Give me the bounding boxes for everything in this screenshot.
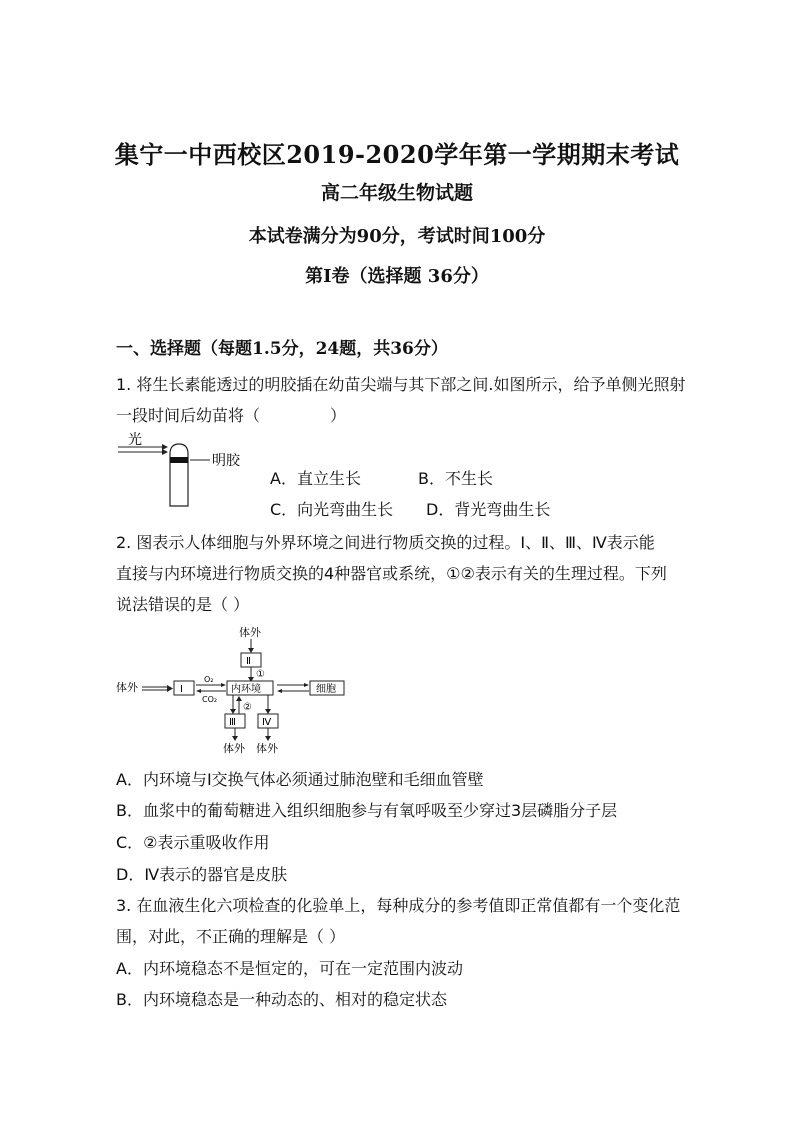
light-arrow-head-2 bbox=[162, 449, 168, 455]
q2-line2: 直接与内环境进行物质交换的4种器官或系统，①②表示有关的生理过程。下列 bbox=[116, 564, 667, 583]
arrow-head-i bbox=[167, 685, 173, 692]
organ-ii-box bbox=[241, 653, 261, 667]
q2-option-a: A．内环境与Ⅰ交换气体必须通过肺泡壁和毛细血管壁 bbox=[116, 770, 484, 789]
arrow-head-iii bbox=[230, 709, 236, 714]
process-2-label: ② bbox=[243, 702, 252, 713]
organ-ii-label: Ⅱ bbox=[246, 656, 251, 667]
arrow-head-cell bbox=[304, 683, 309, 687]
q2-line1: 2. 图表示人体细胞与外界环境之间进行物质交换的过程。Ⅰ、Ⅱ、Ⅲ、Ⅳ表示能 bbox=[116, 533, 655, 552]
q1-stem-close: ） bbox=[330, 406, 347, 425]
q1-option-b: B．不生长 bbox=[418, 469, 493, 488]
light-label: 光 bbox=[128, 432, 142, 448]
q2-option-d: D．Ⅳ表示的器官是皮肤 bbox=[116, 865, 288, 884]
arrow-head-outside-iv bbox=[265, 736, 271, 741]
arrow-head-iv bbox=[265, 709, 271, 714]
q1-line1: 1. 将生长素能透过的明胶插在幼苗尖端与其下部之间.如图所示，给予单侧光照射 bbox=[116, 375, 686, 394]
exam-subtitle: 高二年级生物试题 bbox=[320, 182, 473, 204]
outside-bottom-right-label: 体外 bbox=[256, 742, 278, 755]
q1-stem-text: 一段时间后幼苗将（ bbox=[116, 406, 261, 425]
arrow-head-reabsorb bbox=[236, 696, 242, 701]
gel-block bbox=[170, 457, 188, 463]
process-1-label: ① bbox=[256, 669, 265, 680]
cell-label: 细胞 bbox=[316, 684, 336, 695]
q1-line2 bbox=[116, 403, 346, 426]
exchange-diagram bbox=[112, 624, 362, 756]
section-title: 一、选择题（每题1.5分，24题，共36分） bbox=[116, 339, 448, 359]
part-heading: 第Ⅰ卷（选择题 36分） bbox=[305, 266, 489, 287]
organ-iii-label: Ⅲ bbox=[229, 717, 236, 728]
organ-iv-label: Ⅳ bbox=[262, 717, 272, 728]
o2-label: O₂ bbox=[204, 675, 214, 684]
seedling-figure bbox=[112, 430, 272, 510]
light-arrow-head-1 bbox=[162, 444, 168, 450]
q1-option-d: D．背光弯曲生长 bbox=[426, 500, 551, 519]
exam-title: 集宁一中西校区2019-2020学年第一学期期末考试 bbox=[114, 140, 680, 169]
outside-bottom-left-label: 体外 bbox=[223, 742, 245, 755]
internal-environment-label: 内环境 bbox=[231, 684, 261, 695]
q3-option-b: B．内环境稳态是一种动态的、相对的稳定状态 bbox=[116, 990, 447, 1009]
organ-i-label: Ⅰ bbox=[180, 684, 183, 695]
q3-option-a: A．内环境稳态不是恒定的，可在一定范围内波动 bbox=[116, 959, 463, 978]
q3-line1: 3. 在血液生化六项检查的化验单上，每种成分的参考值即正常值都有一个变化范 bbox=[116, 896, 681, 915]
exam-info: 本试卷满分为90分，考试时间100分 bbox=[248, 226, 546, 247]
gel-label: 明胶 bbox=[212, 453, 240, 469]
q1-option-a: A．直立生长 bbox=[270, 469, 361, 488]
arrow-head-outside-iii bbox=[232, 736, 238, 741]
q1-option-c: C．向光弯曲生长 bbox=[270, 500, 394, 519]
q2-option-c: C．②表示重吸收作用 bbox=[116, 833, 270, 852]
outside-top-label: 体外 bbox=[239, 626, 261, 639]
arrow-head-ii bbox=[248, 648, 254, 653]
q3-line2: 围，对此，不正确的理解是（ ） bbox=[116, 927, 346, 946]
q2-option-b: B．血浆中的葡萄糖进入组织细胞参与有氧呼吸至少穿过3层磷脂分子层 bbox=[116, 801, 618, 820]
q2-line3: 说法错误的是（ ） bbox=[116, 595, 250, 614]
arrow-head-internal-right bbox=[277, 689, 282, 693]
arrow-head-o2 bbox=[221, 683, 226, 687]
arrow-head-co2 bbox=[196, 689, 201, 693]
organ-i-box bbox=[174, 681, 194, 695]
outside-left-label: 体外 bbox=[116, 681, 138, 694]
seedling-shape bbox=[170, 444, 188, 506]
co2-label: CO₂ bbox=[202, 695, 218, 704]
